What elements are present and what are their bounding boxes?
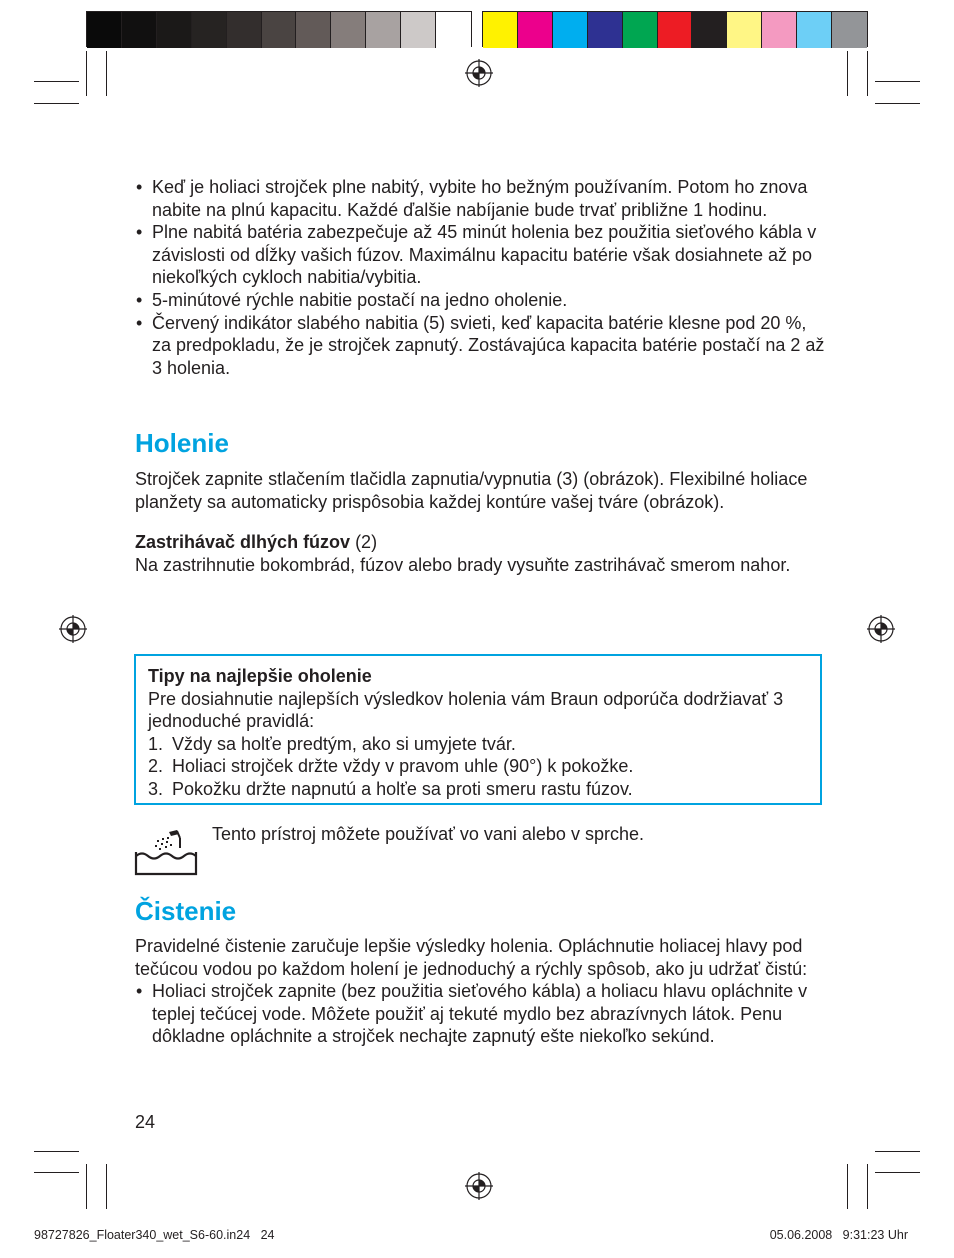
registration-mark-icon (465, 59, 493, 87)
section-heading-holenie: Holenie (135, 428, 229, 458)
list-item: • 5-minútové rýchle nabitie postačí na jedno oholenie. (135, 289, 825, 312)
list-text: Holiaci strojček držte vždy v pravom uhle (90°) k pokožke. (172, 756, 634, 777)
trimmer-ref: (2) (350, 532, 378, 553)
tips-list (148, 733, 808, 801)
color-swatch (762, 12, 797, 48)
color-swatch (623, 12, 658, 48)
list-item: • Plne nabitá batéria zabezpečuje až 45 minút holenia bez použitia sieťového kábla v závislosti od dĺžky vašich fúzov. Maximálnu kapacitu batérie však dosiahnete až po niekoľkých cykloch nabitia/vybitia. (135, 221, 825, 289)
color-swatch (296, 12, 331, 48)
trimmer-paragraph: Na zastrihnutie bokombrád, fúzov alebo brady vysuňte zastrihávač smerom nahor. (135, 554, 791, 575)
cistenie-paragraph: Pravidelné čistenie zaručuje lepšie výsledky holenia. Opláchnutie holiacej hlavy pod tečúcou vodou po každom holení je jednoduchý a rýchly spôsob, ako ju udržať čistú: (135, 936, 808, 979)
list-item: • Červený indikátor slabého nabitia (5) svieti, keď kapacita batérie klesne pod 20 %, za predpokladu, že je strojček zapnutý. Zostávajúca kapacita batérie postačí na 2 až 3 holenia. (135, 312, 825, 380)
color-swatch (832, 12, 867, 48)
list-text: Pokožku držte napnutú a holťe sa proti smeru rastu fúzov. (172, 778, 633, 799)
color-calibration-bar (482, 11, 868, 47)
crop-mark (875, 1151, 920, 1152)
registration-mark-icon (59, 615, 87, 643)
color-swatch (227, 12, 262, 48)
trimmer-heading-line (135, 531, 825, 554)
color-swatch (518, 12, 553, 48)
crop-mark (86, 51, 87, 96)
color-swatch (483, 12, 518, 48)
tips-title: Tipy na najlepšie oholenie (148, 666, 372, 686)
color-swatch (797, 12, 832, 48)
trimmer-title: Zastrihávač dlhých fúzov (135, 532, 351, 553)
color-swatch (262, 12, 297, 48)
grayscale-calibration-bar (86, 11, 472, 47)
crop-mark (34, 81, 79, 82)
crop-mark (867, 51, 868, 96)
color-swatch (692, 12, 727, 48)
page-number: 24 (135, 1112, 156, 1132)
crop-mark (106, 51, 107, 96)
list-item: • Holiaci strojček zapnite (bez použitia sieťového kábla) a holiacu hlavu opláchnite v teplej tečúcej vode. Môžete použiť aj tekuté mydlo bez abrazívnych látok. Penu dôkladne opláchnite a strojček nechajte zapnutý ešte niekoľko sekúnd. (135, 980, 825, 1048)
color-swatch (727, 12, 762, 48)
registration-mark-icon (465, 1172, 493, 1200)
color-swatch (331, 12, 366, 48)
color-swatch (553, 12, 588, 48)
water-use-note: Tento prístroj môžete používať vo vani alebo v sprche. (212, 824, 644, 844)
cistenie-bullet-list (135, 980, 825, 1048)
crop-mark (34, 1172, 79, 1173)
cistenie-section (135, 935, 825, 1048)
tips-intro: Pre dosiahnutie najlepších výsledkov holenia vám Braun odporúča dodržiavať 3 jednoduché pravidlá: (148, 688, 784, 732)
holenie-section (135, 468, 825, 576)
crop-mark (875, 81, 920, 82)
list-item: • Keď je holiaci strojček plne nabitý, vybite ho bežným používaním. Potom ho znova nabite na plnú kapacitu. Každé ďalšie nabíjanie bude trvať približne 1 hodinu. (135, 176, 825, 221)
footer-timestamp: 05.06.2008 9:31:23 Uhr (769, 1228, 908, 1242)
crop-mark (847, 1164, 848, 1209)
color-swatch (366, 12, 401, 48)
intro-bullet-list (135, 176, 825, 379)
color-swatch (122, 12, 157, 48)
list-item (148, 778, 808, 801)
list-item (148, 755, 808, 778)
color-swatch (87, 12, 122, 48)
color-swatch (658, 12, 693, 48)
list-text: Vždy sa holťe predtým, ako si umyjete tvár. (172, 733, 516, 754)
list-item (148, 733, 808, 756)
crop-mark (106, 1164, 107, 1209)
crop-mark (34, 1151, 79, 1152)
crop-mark (875, 103, 920, 104)
shower-bath-icon (133, 826, 199, 878)
tips-box (134, 654, 822, 805)
holenie-paragraph: Strojček zapnite stlačením tlačidla zapnutia/vypnutia (3) (obrázok). Flexibilné holiace planžety sa automaticky prispôsobia každej kontúre vašej tváre (obrázok). (135, 469, 808, 512)
list-number: 1. (148, 733, 164, 754)
list-number: 3. (148, 778, 164, 799)
crop-mark (34, 103, 79, 104)
footer-file-info: 98727826_Floater340_wet_S6-60.in24 24 (34, 1228, 275, 1242)
list-number: 2. (148, 756, 164, 777)
crop-mark (86, 1164, 87, 1209)
intro-section (135, 176, 825, 379)
color-swatch (157, 12, 192, 48)
color-swatch (401, 12, 436, 48)
crop-mark (867, 1164, 868, 1209)
section-heading-cistenie: Čistenie (135, 896, 237, 926)
color-swatch (436, 12, 471, 48)
registration-mark-icon (867, 615, 895, 643)
crop-mark (847, 51, 848, 96)
color-swatch (588, 12, 623, 48)
crop-mark (875, 1172, 920, 1173)
color-swatch (192, 12, 227, 48)
